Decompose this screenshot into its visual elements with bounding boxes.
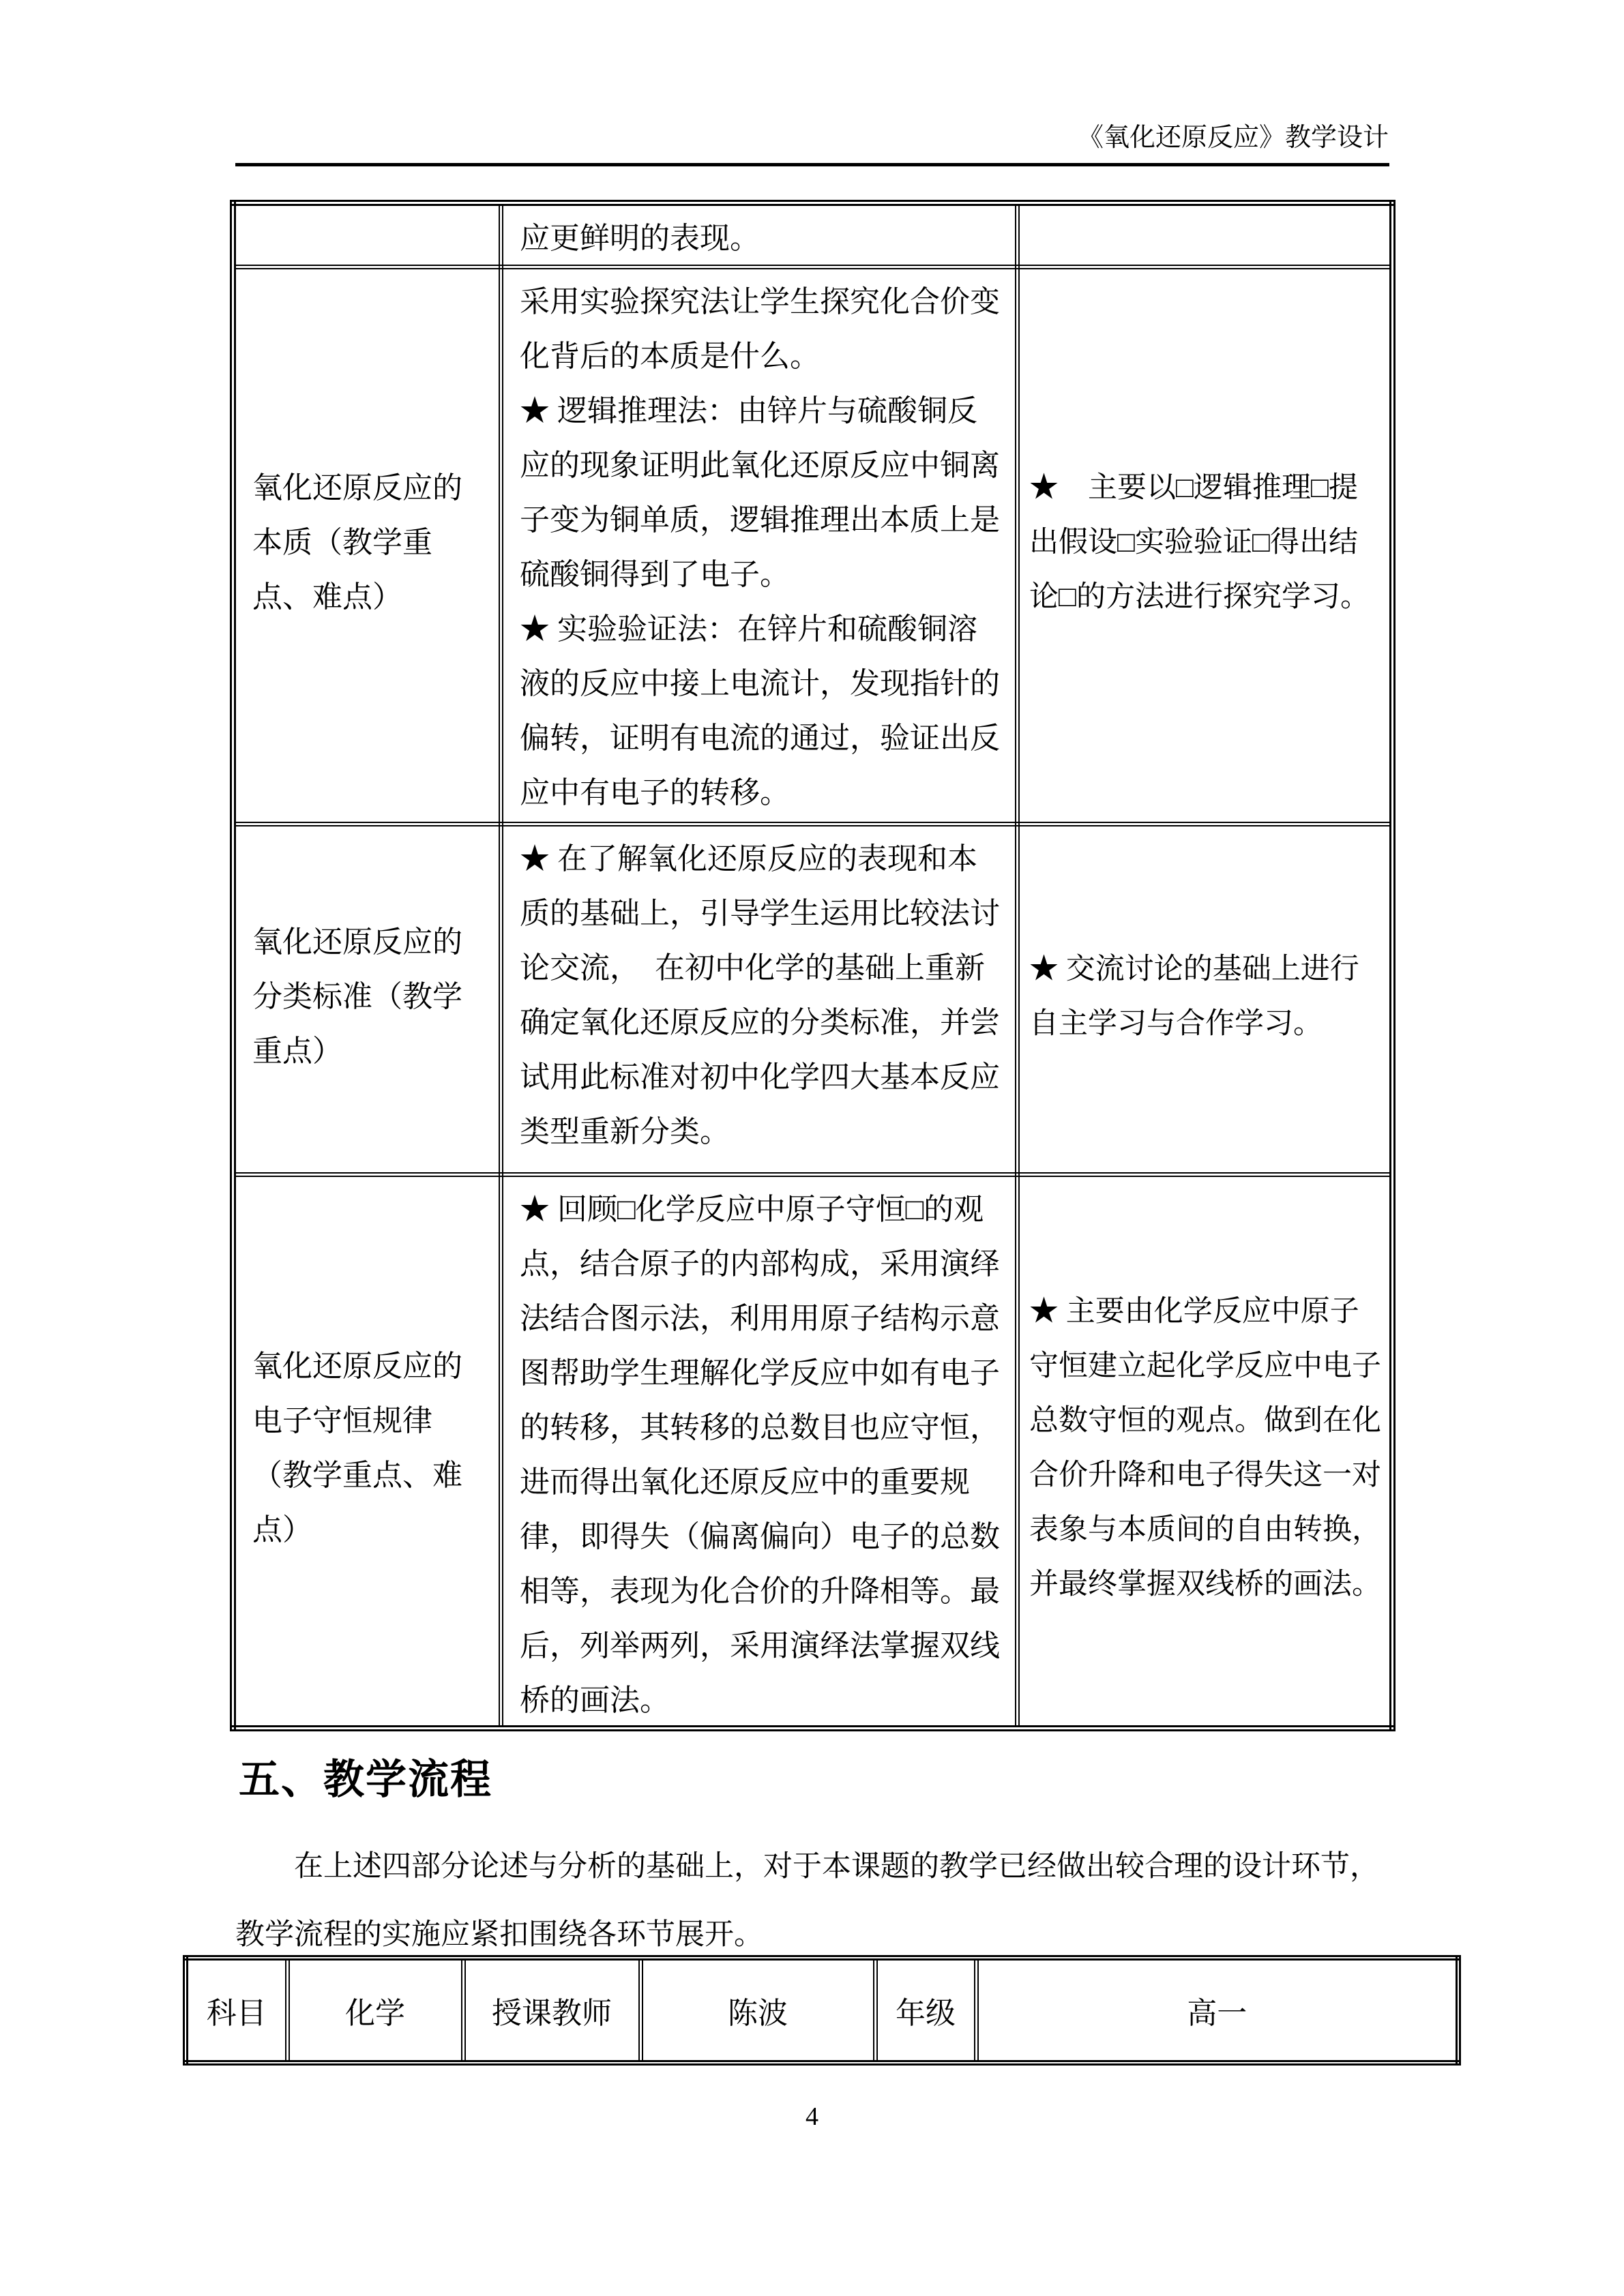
purpose-cell [1018, 824, 1393, 1175]
table-row [186, 1958, 1458, 2063]
strategy-paragraph: ★ 在了解氧化还原反应的表现和本质的基础上，引导学生运用比较法讨论交流， 在初中化学的基础上重新确定氧化还原反应的分类标准，并尝试用此标准对初中化学四大基本反应类型重新分类。 [520, 842, 1000, 1148]
teaching-methods-table [230, 200, 1396, 1731]
purpose-cell [1018, 1175, 1393, 1729]
strategy-paragraph: 采用实验探究法让学生探究化合价变化背后的本质是什么。 [520, 285, 1000, 373]
table-row [233, 267, 1393, 824]
header-rule [235, 163, 1389, 166]
grade-label-cell: 年级 [875, 1958, 976, 2063]
row-label-cell [233, 267, 501, 824]
strategy-cell [501, 203, 1018, 267]
teacher-label-cell: 授课教师 [463, 1958, 640, 2063]
grade-value-cell: 高一 [976, 1958, 1458, 2063]
strategy-paragraph: 应更鲜明的表现。 [520, 222, 760, 255]
subject-label-cell: 科目 [186, 1958, 287, 2063]
row-label: 氧化还原反应的本质（教学重点、难点） [252, 471, 462, 614]
teacher-value-cell: 陈波 [640, 1958, 875, 2063]
section-heading: 五、教学流程 [239, 1757, 492, 1802]
row-label: 氧化还原反应的电子守恒规律（教学重点、难点） [252, 1350, 462, 1547]
purpose-cell [1018, 267, 1393, 824]
table-row [233, 824, 1393, 1175]
page-header-title: 《氧化还原反应》教学设计 [1077, 123, 1389, 152]
purpose-text: ★ 主要以□逻辑推理□提出假设□实验验证□得出结论□的方法进行探究学习。 [1029, 472, 1370, 613]
purpose-text: ★ 交流讨论的基础上进行自主学习与合作学习。 [1029, 953, 1359, 1040]
strategy-cell [501, 824, 1018, 1175]
table-row [233, 203, 1393, 267]
purpose-text: ★ 主要由化学反应中原子守恒建立起化学反应中电子总数守恒的观点。做到在化合价升降和电子得失这一对表象与本质间的自由转换，并最终掌握双线桥的画法。 [1029, 1296, 1381, 1600]
row-label-cell [233, 1175, 501, 1729]
strategy-paragraph: ★ 实验验证法：在锌片和硫酸铜溶液的反应中接上电流计，发现指针的偏转，证明有电流的通过，验证出反应中有电子的转移。 [520, 612, 1000, 809]
row-label: 氧化还原反应的分类标准（教学重点） [252, 925, 462, 1068]
strategy-cell [501, 267, 1018, 824]
strategy-paragraph: ★ 逻辑推理法：由锌片与硫酸铜反应的现象证明此氧化还原反应中铜离子变为铜单质，逻辑推理出本质上是硫酸铜得到了电子。 [520, 394, 1000, 591]
page-number: 4 [806, 2102, 818, 2131]
table-row [233, 1175, 1393, 1729]
row-label-cell [233, 203, 501, 267]
course-info-table [183, 1955, 1461, 2066]
purpose-cell [1018, 203, 1393, 267]
strategy-cell [501, 1175, 1018, 1729]
section-paragraph: 在上述四部分论述与分析的基础上，对于本课题的教学已经做出较合理的设计环节，教学流程的实施应紧扣围绕各环节展开。 [235, 1851, 1379, 1951]
subject-value-cell: 化学 [287, 1958, 463, 2063]
strategy-paragraph: ★ 回顾□化学反应中原子守恒□的观点，结合原子的内部构成，采用演绎法结合图示法，利用用原子结构示意图帮助学生理解化学反应中如有电子的转移，其转移的总数目也应守恒，进而得出氧化还原反应中的重要规律，即得失（偏离偏向）电子的总数相等，表现为化合价的升降相等。最后，列举两列，采用演绎法掌握双线桥的画法。 [520, 1193, 1000, 1717]
row-label-cell [233, 824, 501, 1175]
